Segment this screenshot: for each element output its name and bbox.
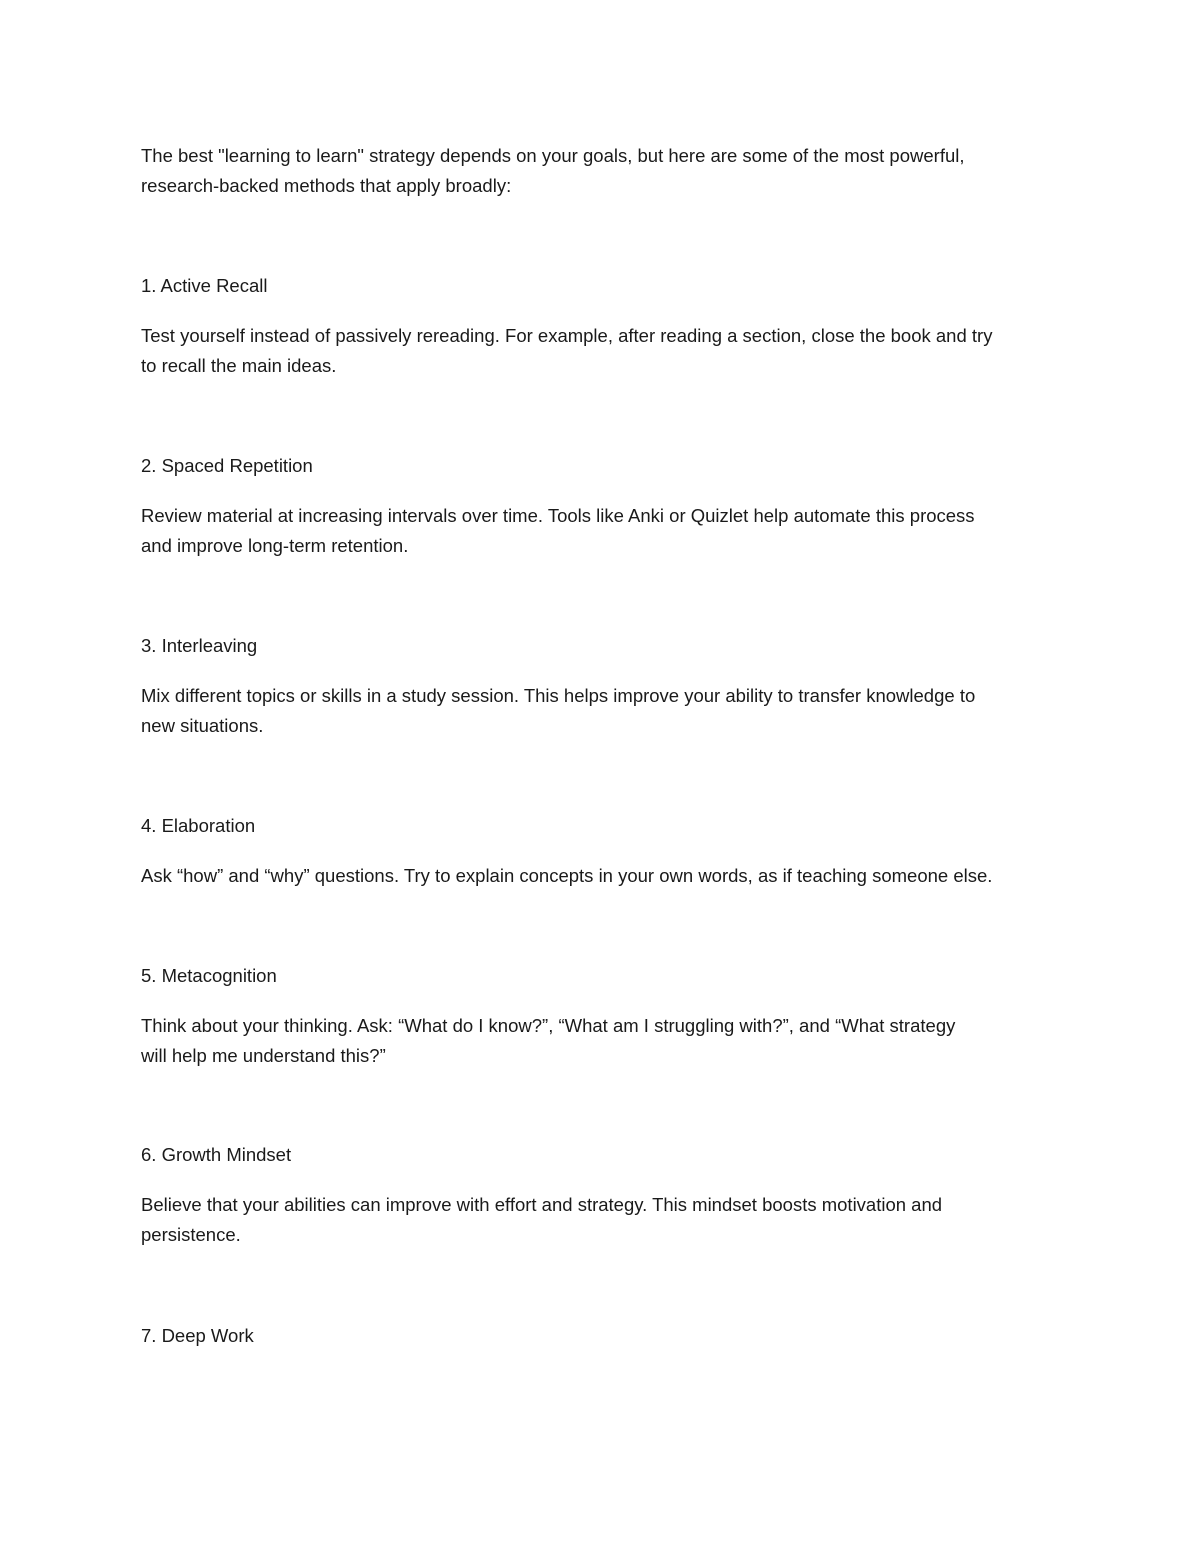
body-line: Believe that your abilities can improve with effort and strategy. This mindset boosts motivation and — [141, 1194, 943, 1215]
body-line: Test yourself instead of passively rereading. For example, after reading a section, close the book and try — [141, 325, 993, 346]
section-heading-growth-mindset: 6. Growth Mindset — [141, 1144, 292, 1165]
section-body-elaboration — [141, 861, 1071, 891]
body-line: persistence. — [141, 1224, 241, 1245]
section-body-growth-mindset — [141, 1190, 1071, 1250]
section-heading-elaboration: 4. Elaboration — [141, 815, 256, 836]
intro-line-1: The best "learning to learn" strategy depends on your goals, but here are some of the most powerful, — [141, 145, 965, 166]
intro-line-2: research-backed methods that apply broadly: — [141, 175, 512, 196]
body-line: Think about your thinking. Ask: “What do I know?”, “What am I struggling with?”, and “What strategy — [141, 1015, 956, 1036]
body-line: will help me understand this?” — [141, 1045, 386, 1066]
section-body-active-recall — [141, 321, 1071, 381]
body-line: Mix different topics or skills in a study session. This helps improve your ability to transfer knowledge to — [141, 685, 976, 706]
body-line: and improve long-term retention. — [141, 535, 409, 556]
section-heading-active-recall: 1. Active Recall — [141, 275, 268, 296]
section-heading-metacognition: 5. Metacognition — [141, 965, 277, 986]
section-heading-deep-work: 7. Deep Work — [141, 1325, 254, 1346]
section-body-metacognition — [141, 1011, 1071, 1071]
section-body-interleaving — [141, 681, 1071, 741]
section-heading-spaced-repetition: 2. Spaced Repetition — [141, 455, 313, 476]
body-line: to recall the main ideas. — [141, 355, 337, 376]
body-line: new situations. — [141, 715, 264, 736]
body-line: Ask “how” and “why” questions. Try to explain concepts in your own words, as if teaching someone else. — [141, 865, 993, 886]
section-heading-interleaving: 3. Interleaving — [141, 635, 258, 656]
intro-paragraph — [141, 141, 1071, 201]
section-body-spaced-repetition — [141, 501, 1071, 561]
body-line: Review material at increasing intervals over time. Tools like Anki or Quizlet help automate this process — [141, 505, 975, 526]
